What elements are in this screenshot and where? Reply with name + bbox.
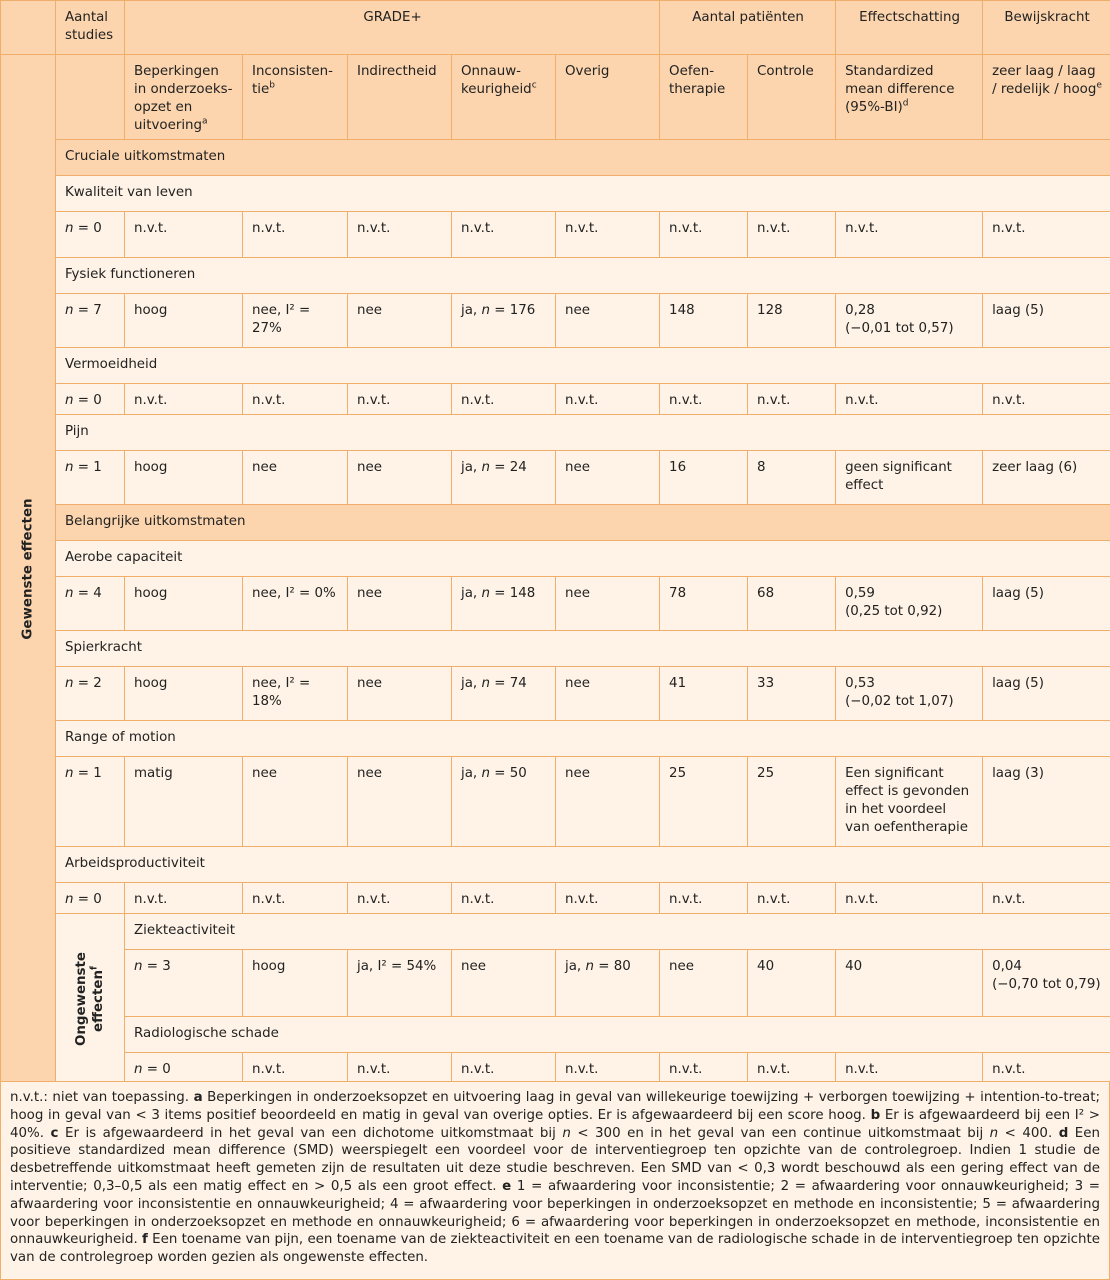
n-symbol: n <box>481 766 490 781</box>
outcome-row <box>1 348 1110 384</box>
n-symbol: n <box>65 892 74 907</box>
subheader-onnauwkeurigheid-text: Onnauw-keurigheid <box>461 64 532 97</box>
cell-effect <box>983 950 1110 1017</box>
cell-bewijs: laag (5) <box>983 577 1110 631</box>
footnote-f: Een toename van pijn, een toename van de ziekteactiviteit en een toename van de radiologische schade in de interventiegroep ten opzichte van de controlegroep worden gezien als ongewenste effecten. <box>10 1232 1100 1266</box>
cell-inconsistentie: nee, I² = 18% <box>243 667 348 721</box>
cell-n <box>56 294 125 348</box>
n-value: = 0 <box>77 221 102 236</box>
cell-indirectheid: n.v.t. <box>348 384 452 415</box>
cell-effect <box>836 577 983 631</box>
cell-indirectheid: n.v.t. <box>452 1053 556 1084</box>
cell-n <box>56 883 125 914</box>
n-symbol: n <box>65 766 74 781</box>
n-value: = 0 <box>77 393 102 408</box>
subheader-bewijs-levels <box>983 55 1110 140</box>
subheader-bewijs-sup: e <box>1096 80 1102 91</box>
subheader-beperkingen-text: Beperkingen in onderzoeks-opzet en uitvoering <box>134 64 233 133</box>
n-value: = 0 <box>77 892 102 907</box>
onnauw-prefix: ja, <box>565 959 586 974</box>
cell-effect: Een significant effect is gevonden in het voordeel van oefentherapie <box>836 757 983 847</box>
cell-effect <box>836 667 983 721</box>
footnote-a-label: a <box>193 1090 203 1105</box>
side-ongewenste-line1: Ongewenste <box>74 951 89 1046</box>
n-symbol: n <box>481 303 490 318</box>
cell-onnauwkeurigheid: n.v.t. <box>452 212 556 258</box>
cell-controle: 25 <box>748 757 836 847</box>
side-label-gewenste-text: Gewenste effecten <box>20 498 36 640</box>
header-effectschatting: Effectschatting <box>836 1 983 55</box>
subheader-bewijs-text: zeer laag / laag / redelijk / hoog <box>992 64 1097 97</box>
cell-n <box>56 212 125 258</box>
side-label-gewenste <box>1 55 56 1084</box>
onnauw-n: = 24 <box>494 460 527 475</box>
group-label-cruciale: Cruciale uitkomstmaten <box>56 140 1110 176</box>
cell-controle: n.v.t. <box>748 212 836 258</box>
cell-overig: nee <box>660 950 748 1017</box>
cell-onnauwkeurigheid <box>452 294 556 348</box>
cell-overig: nee <box>556 294 660 348</box>
outcome-row <box>1 847 1110 883</box>
onnauw-prefix: ja, <box>461 766 482 781</box>
cell-inconsistentie: nee <box>243 451 348 505</box>
cell-controle: n.v.t. <box>836 1053 983 1084</box>
cell-oefentherapie: n.v.t. <box>748 1053 836 1084</box>
outcome-row <box>1 541 1110 577</box>
cell-overig: n.v.t. <box>556 384 660 415</box>
side-label-ongewenste <box>56 914 125 1084</box>
cell-controle: 40 <box>836 950 983 1017</box>
outcome-label: Radiologische schade <box>125 1017 1110 1053</box>
subheader-beperkingen-sup: a <box>202 116 208 127</box>
cell-indirectheid: nee <box>348 577 452 631</box>
onnauw-prefix: ja, <box>461 676 482 691</box>
cell-controle: n.v.t. <box>748 384 836 415</box>
footnote-d-label: d <box>1058 1125 1069 1141</box>
cell-effect: n.v.t. <box>983 1053 1110 1084</box>
footnote-nvt: n.v.t.: niet van toepassing. <box>10 1090 190 1105</box>
n-symbol: n <box>65 460 74 475</box>
subheader-row <box>1 55 1110 140</box>
outcome-row <box>1 631 1110 667</box>
n-symbol: n <box>65 393 74 408</box>
cell-controle: n.v.t. <box>748 883 836 914</box>
cell-bewijs: n.v.t. <box>983 384 1110 415</box>
cell-bewijs: zeer laag (6) <box>983 451 1110 505</box>
effect-ci: (0,25 tot 0,92) <box>845 604 943 619</box>
cell-onnauwkeurigheid <box>452 667 556 721</box>
onnauw-prefix: ja, <box>461 460 482 475</box>
cell-effect <box>836 294 983 348</box>
effect-value: 0,04 <box>992 959 1022 974</box>
n-symbol: n <box>481 676 490 691</box>
outcome-label: Vermoeidheid <box>56 348 1110 384</box>
outcome-label: Kwaliteit van leven <box>56 176 1110 212</box>
subheader-inconsistentie-sup: b <box>269 80 275 91</box>
n-symbol: n <box>585 959 594 974</box>
onnauw-prefix: ja, <box>461 586 482 601</box>
header-row <box>1 1 1110 55</box>
footnote-b: Er is afgewaardeerd bij een I² > 40%. <box>10 1107 1100 1141</box>
n-symbol: n <box>65 586 74 601</box>
cell-beperkingen: hoog <box>125 577 243 631</box>
outcome-row <box>1 721 1110 757</box>
footnote-e-label: e <box>502 1178 512 1194</box>
cell-beperkingen: matig <box>125 757 243 847</box>
n-value: = 0 <box>146 1062 171 1077</box>
cell-oefentherapie: 25 <box>660 757 748 847</box>
n-symbol: n <box>481 586 490 601</box>
effect-ci: (−0,01 tot 0,57) <box>845 321 954 336</box>
cell-indirectheid: nee <box>348 451 452 505</box>
outcome-label: Aerobe capaciteit <box>56 541 1110 577</box>
subheader-smd-sup: d <box>902 98 909 109</box>
cell-effect: n.v.t. <box>836 212 983 258</box>
outcome-row <box>1 1017 1110 1053</box>
footnote-c-1: Er is afgewaardeerd in het geval van een dichotome uitkomstmaat bij <box>64 1125 556 1141</box>
cell-effect: n.v.t. <box>836 883 983 914</box>
cell-n <box>56 667 125 721</box>
table-row <box>1 451 1110 505</box>
cell-controle: 8 <box>748 451 836 505</box>
cell-overig: n.v.t. <box>556 883 660 914</box>
subheader-controle: Controle <box>748 55 836 140</box>
cell-oefentherapie: n.v.t. <box>660 212 748 258</box>
table-row <box>1 384 1110 415</box>
subheader-smd-text: Standardized mean difference (95%-BI) <box>845 64 955 115</box>
cell-overig: n.v.t. <box>556 212 660 258</box>
outcome-row <box>1 176 1110 212</box>
group-row-cruciale <box>1 140 1110 176</box>
table-row <box>1 1053 1110 1084</box>
footnote-e: 1 = afwaardering voor inconsistentie; 2 = afwaardering voor onnauwkeurigheid; 3 = afwaardering voor inconsistentie en onnauwkeurigheid; 4 = afwaardering voor beperkingen in onderzoeksopzet en methode en inconsistentie; 5 = afwaardering voor beperkingen in onderzoeksopzet en methode en onnauwkeurigheid; 6 = afwaardering voor beperkingen in onderzoeksopzet en methode, inconsistentie en onnauwkeurigheid. <box>10 1178 1100 1248</box>
n-value: = 1 <box>77 766 102 781</box>
cell-oefentherapie: 40 <box>748 950 836 1017</box>
cell-n <box>56 577 125 631</box>
subheader-inconsistentie <box>243 55 348 140</box>
n-value: = 7 <box>77 303 102 318</box>
subheader-smd <box>836 55 983 140</box>
cell-indirectheid: nee <box>452 950 556 1017</box>
onnauw-n: = 176 <box>494 303 536 318</box>
onnauw-prefix: ja, <box>461 303 482 318</box>
effect-ci: (−0,70 tot 0,79) <box>992 977 1101 992</box>
cell-overig: n.v.t. <box>660 1053 748 1084</box>
n-value: = 3 <box>146 959 171 974</box>
cell-n <box>56 757 125 847</box>
group-label-belangrijke: Belangrijke uitkomstmaten <box>56 505 1110 541</box>
corner-cell <box>1 1 56 55</box>
outcome-label: Range of motion <box>56 721 1110 757</box>
effect-value: 0,59 <box>845 586 875 601</box>
table-row <box>1 950 1110 1017</box>
cell-beperkingen: hoog <box>125 667 243 721</box>
cell-n <box>125 950 243 1017</box>
header-bewijskracht: Bewijskracht <box>983 1 1110 55</box>
cell-bewijs: n.v.t. <box>983 883 1110 914</box>
table-row <box>1 667 1110 721</box>
cell-beperkingen: hoog <box>125 451 243 505</box>
cell-oefentherapie: n.v.t. <box>660 384 748 415</box>
cell-inconsistentie: n.v.t. <box>243 212 348 258</box>
cell-overig: nee <box>556 451 660 505</box>
footnote-c-n2: n <box>989 1125 999 1141</box>
n-symbol: n <box>65 303 74 318</box>
cell-onnauwkeurigheid: n.v.t. <box>556 1053 660 1084</box>
footnote-c-2: < 300 en in het geval van een continue uitkomstmaat bij <box>577 1125 984 1141</box>
outcome-row <box>1 415 1110 451</box>
cell-inconsistentie: nee <box>243 757 348 847</box>
subheader-onnauwkeurigheid-sup: c <box>531 80 537 91</box>
footnote-f-label: f <box>142 1232 148 1248</box>
table-row <box>1 294 1110 348</box>
onnauw-n: = 50 <box>494 766 527 781</box>
subheader-indirectheid: Indirectheid <box>348 55 452 140</box>
cell-oefentherapie: 78 <box>660 577 748 631</box>
effect-ci: (−0,02 tot 1,07) <box>845 694 954 709</box>
cell-oefentherapie: 41 <box>660 667 748 721</box>
cell-n <box>56 451 125 505</box>
side-ongewenste-line2: effecten <box>91 969 106 1032</box>
cell-overig: nee <box>556 577 660 631</box>
cell-oefentherapie: n.v.t. <box>660 883 748 914</box>
table-row <box>1 577 1110 631</box>
cell-controle: 128 <box>748 294 836 348</box>
footnote-c-3: < 400. <box>1004 1125 1053 1141</box>
cell-beperkingen: n.v.t. <box>125 212 243 258</box>
cell-n <box>56 384 125 415</box>
cell-beperkingen: hoog <box>125 294 243 348</box>
cell-beperkingen: hoog <box>243 950 348 1017</box>
side-ongewenste-sup: f <box>89 965 100 970</box>
cell-effect: geen significant effect <box>836 451 983 505</box>
n-value: = 1 <box>77 460 102 475</box>
footnote-c-label: c <box>50 1125 59 1141</box>
n-symbol: n <box>65 676 74 691</box>
outcome-label: Ziekteactiviteit <box>125 914 1110 950</box>
outcome-label: Spierkracht <box>56 631 1110 667</box>
footnote-d: Een positieve standardized mean difference (SMD) weerspiegelt een voordeel voor de interventiegroep ten opzichte van de controlegroep. Indien 1 studie de desbetreffende uitkomstmaat heeft gemeten zijn de resultaten uit deze studie beschreven. Een SMD van < 0,3 wordt beschouwd als een gering effect van de interventie; 0,3–0,5 als een matig effect en > 0,5 als een groot effect. <box>10 1125 1100 1194</box>
cell-controle: 33 <box>748 667 836 721</box>
cell-inconsistentie: n.v.t. <box>348 1053 452 1084</box>
table-row <box>1 212 1110 258</box>
outcome-row <box>1 914 1110 950</box>
subheader-inconsistentie-text: Inconsisten-tie <box>252 64 333 97</box>
n-value: = 4 <box>77 586 102 601</box>
cell-onnauwkeurigheid: n.v.t. <box>452 384 556 415</box>
cell-bewijs: laag (5) <box>983 667 1110 721</box>
cell-inconsistentie: nee, I² = 0% <box>243 577 348 631</box>
effect-value: 0,53 <box>845 676 875 691</box>
footnote <box>0 1081 1110 1280</box>
cell-indirectheid: nee <box>348 757 452 847</box>
cell-onnauwkeurigheid: n.v.t. <box>452 883 556 914</box>
cell-beperkingen: n.v.t. <box>125 883 243 914</box>
cell-onnauwkeurigheid <box>452 577 556 631</box>
cell-oefentherapie: 148 <box>660 294 748 348</box>
outcome-label: Arbeidsproductiviteit <box>56 847 1110 883</box>
cell-inconsistentie: n.v.t. <box>243 384 348 415</box>
cell-bewijs: laag (3) <box>983 757 1110 847</box>
footnote-a: Beperkingen in onderzoeksopzet en uitvoering laag in geval van willekeurige toewijzing + verborgen toewijzing + intention-to-treat; hoog in geval van < 3 items positief beoordeeld en matig in geval van overige opties. Er is afgewaardeerd bij een score hoog. <box>10 1090 1100 1123</box>
cell-inconsistentie: nee, I² = 27% <box>243 294 348 348</box>
cell-inconsistentie: ja, I² = 54% <box>348 950 452 1017</box>
n-value: = 2 <box>77 676 102 691</box>
effect-value: 0,28 <box>845 303 875 318</box>
n-symbol: n <box>65 221 74 236</box>
subheader-onnauwkeurigheid <box>452 55 556 140</box>
cell-inconsistentie: n.v.t. <box>243 883 348 914</box>
onnauw-n: = 80 <box>598 959 631 974</box>
header-grade: GRADE+ <box>125 1 660 55</box>
header-aantal-patienten: Aantal patiënten <box>660 1 836 55</box>
cell-effect: n.v.t. <box>836 384 983 415</box>
cell-onnauwkeurigheid <box>452 757 556 847</box>
outcome-label: Fysiek functioneren <box>56 258 1110 294</box>
n-symbol: n <box>134 1062 143 1077</box>
group-row-belangrijke <box>1 505 1110 541</box>
n-symbol: n <box>134 959 143 974</box>
onnauw-n: = 148 <box>494 586 536 601</box>
cell-indirectheid: n.v.t. <box>348 212 452 258</box>
cell-overig: nee <box>556 667 660 721</box>
subheader-beperkingen <box>125 55 243 140</box>
table-row <box>1 883 1110 914</box>
outcome-label: Pijn <box>56 415 1110 451</box>
onnauw-n: = 74 <box>494 676 527 691</box>
cell-bewijs: n.v.t. <box>983 212 1110 258</box>
cell-n <box>125 1053 243 1084</box>
subheader-oefentherapie: Oefen-therapie <box>660 55 748 140</box>
cell-onnauwkeurigheid <box>556 950 660 1017</box>
subheader-overig: Overig <box>556 55 660 140</box>
header-aantal-studies: Aantal studies <box>56 1 125 55</box>
table-row <box>1 757 1110 847</box>
cell-beperkingen: n.v.t. <box>125 384 243 415</box>
side-label-ongewenste-text <box>73 951 107 1045</box>
cell-overig: nee <box>556 757 660 847</box>
cell-indirectheid: nee <box>348 294 452 348</box>
cell-indirectheid: nee <box>348 667 452 721</box>
cell-bewijs: laag (5) <box>983 294 1110 348</box>
cell-onnauwkeurigheid <box>452 451 556 505</box>
cell-oefentherapie: 16 <box>660 451 748 505</box>
outcome-row <box>1 258 1110 294</box>
n-symbol: n <box>481 460 490 475</box>
footnote-c-n1: n <box>562 1125 571 1141</box>
cell-beperkingen: n.v.t. <box>243 1053 348 1084</box>
footnote-b-label: b <box>870 1107 881 1123</box>
subheader-empty <box>56 55 125 140</box>
cell-indirectheid: n.v.t. <box>348 883 452 914</box>
cell-controle: 68 <box>748 577 836 631</box>
